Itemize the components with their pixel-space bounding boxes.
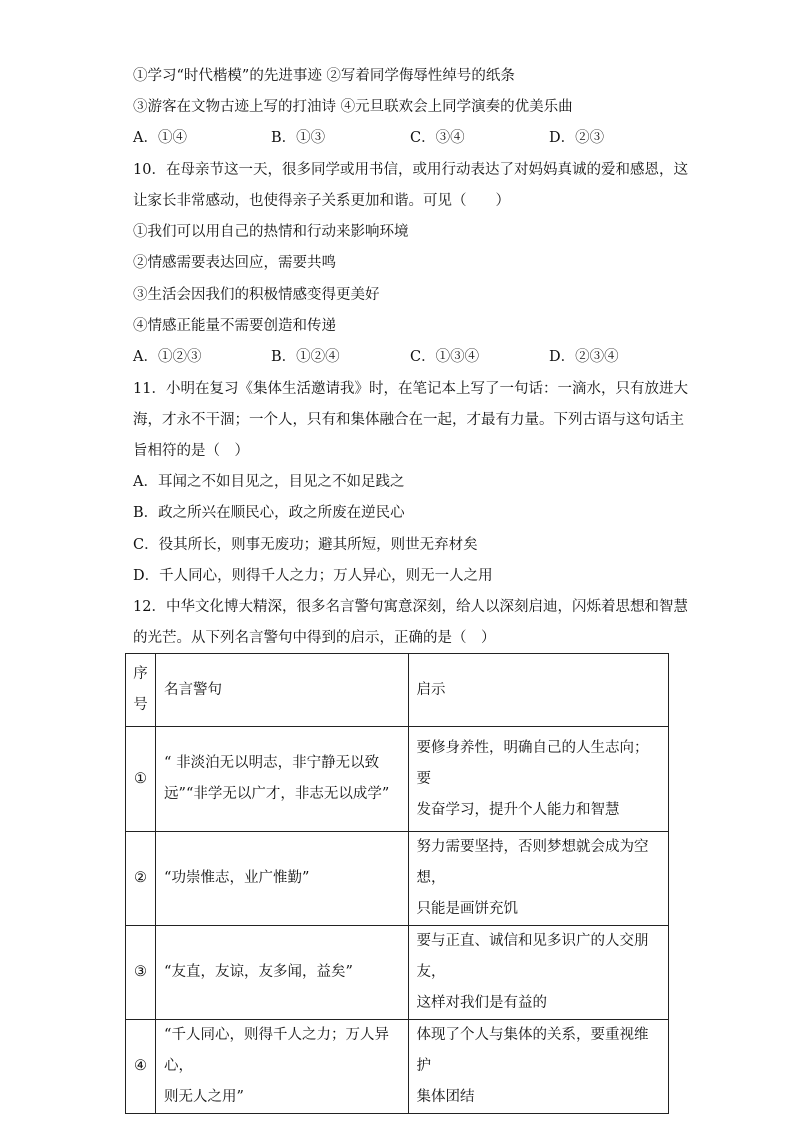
row-quote-line-1: “ 非淡泊无以明志，非宁静无以致: [164, 755, 380, 771]
q12-stem-line-1: 12．中华文化博大精深，很多名言警句寓意深刻，给人以深刻启迪，闪烁着思想和智慧: [133, 599, 688, 615]
q9-option-c[interactable]: C．③④: [410, 130, 465, 146]
header-number-cell: [126, 654, 156, 727]
q9-item-line-2: ③游客在文物古迹上写的打油诗 ④元旦联欢会上同学演奏的优美乐曲: [133, 99, 573, 115]
row-quote-line-2: 则无人之用”: [164, 1089, 244, 1105]
q10-item-1: ①我们可以用自己的热情和行动来影响环境: [133, 224, 409, 240]
row-quote-line-1: “功崇惟志，业广惟勤”: [164, 870, 310, 886]
q10-stem-line-2: 让家长非常感动，也使得亲子关系更加和谐。可见（ ）: [133, 193, 510, 209]
row-insight-line-2: 集体团结: [416, 1089, 475, 1105]
row-quote: [156, 926, 408, 1020]
q10-item-2: ②情感需要表达回应，需要共鸣: [133, 255, 336, 271]
q12-stem-line-2: 的光芒。从下列名言警句中得到的启示，正确的是（ ）: [133, 630, 496, 646]
row-quote: [156, 1020, 408, 1114]
row-insight-line-2: 发奋学习，提升个人能力和智慧: [416, 801, 620, 818]
q10-item-4: ④情感正能量不需要创造和传递: [133, 318, 336, 334]
table-row: [126, 832, 669, 926]
row-insight-line-1: 要与正直、诚信和见多识广的人交朋友，: [416, 933, 649, 980]
row-insight-line-1: 努力需要坚持，否则梦想就会成为空想，: [416, 839, 649, 886]
row-quote: [156, 832, 408, 926]
table-row: [126, 926, 669, 1020]
row-insight: [408, 727, 669, 832]
row-quote-line-2: 远”“非学无以广才，非志无以成学”: [164, 786, 390, 802]
q11-stem-line-3: 旨相符的是（ ）: [133, 443, 249, 459]
q11-option-b[interactable]: B．政之所兴在顺民心，政之所废在逆民心: [133, 505, 405, 521]
q10-options: [133, 347, 693, 367]
q11-option-a[interactable]: A．耳闻之不如目见之，目见之不如足践之: [133, 474, 405, 490]
q9-option-d[interactable]: D．②③: [549, 130, 605, 146]
table-header-row: [126, 654, 669, 727]
q9-option-a[interactable]: A．①④: [133, 130, 187, 146]
q11-option-d[interactable]: D．千人同心，则得千人之力；万人异心，则无一人之用: [133, 568, 493, 584]
header-insight-cell: 启示: [408, 654, 669, 727]
row-quote-line-1: “千人同心，则得千人之力；万人异心，: [164, 1027, 389, 1074]
row-number: ③: [126, 926, 156, 1020]
header-number-line-1: 序: [133, 666, 148, 682]
q12-table: [125, 653, 669, 1114]
row-number: ②: [126, 832, 156, 926]
q10-option-b[interactable]: B．①②④: [271, 349, 340, 365]
q11-stem-line-2: 海，才永不干涸；一个人，只有和集体融合在一起，才最有力量。下列古语与这句话主: [133, 412, 684, 428]
row-number: ①: [126, 727, 156, 832]
row-number: ④: [126, 1020, 156, 1114]
row-insight-line-2: 这样对我们是有益的: [416, 995, 547, 1011]
header-number-line-2: 号: [133, 697, 148, 713]
row-insight-line-1: 要修身养性，明确自己的人生志向；要: [416, 739, 649, 787]
row-insight: [408, 1020, 669, 1114]
row-insight-line-2: 只能是画饼充饥: [416, 901, 518, 917]
q10-option-d[interactable]: D．②③④: [549, 349, 619, 365]
q10-option-c[interactable]: C．①③④: [410, 349, 480, 365]
row-quote: [156, 727, 408, 832]
table-row: [126, 1020, 669, 1114]
q9-item-line-1: ①学习“时代楷模”的先进事迹 ②写着同学侮辱性绰号的纸条: [133, 68, 515, 84]
q10-option-a[interactable]: A．①②③: [133, 349, 202, 365]
row-insight: [408, 926, 669, 1020]
q9-options: [133, 128, 693, 148]
q10-item-3: ③生活会因我们的积极情感变得更美好: [133, 287, 380, 303]
row-quote-line-1: “友直，友谅，友多闻，益矣”: [164, 964, 353, 980]
row-insight-line-1: 体现了个人与集体的关系，要重视维护: [416, 1027, 649, 1074]
header-quote-cell: 名言警句: [156, 654, 408, 727]
q11-stem-line-1: 11．小明在复习《集体生活邀请我》时，在笔记本上写了一句话：一滴水，只有放进大: [133, 381, 688, 397]
table-row: [126, 727, 669, 832]
q11-option-c[interactable]: C．役其所长，则事无废功；避其所短，则世无弃材矣: [133, 537, 478, 553]
q9-option-b[interactable]: B．①③: [271, 130, 326, 146]
row-insight: [408, 832, 669, 926]
q10-stem-line-1: 10．在母亲节这一天，很多同学或用书信，或用行动表达了对妈妈真诚的爱和感恩，这: [133, 162, 688, 178]
